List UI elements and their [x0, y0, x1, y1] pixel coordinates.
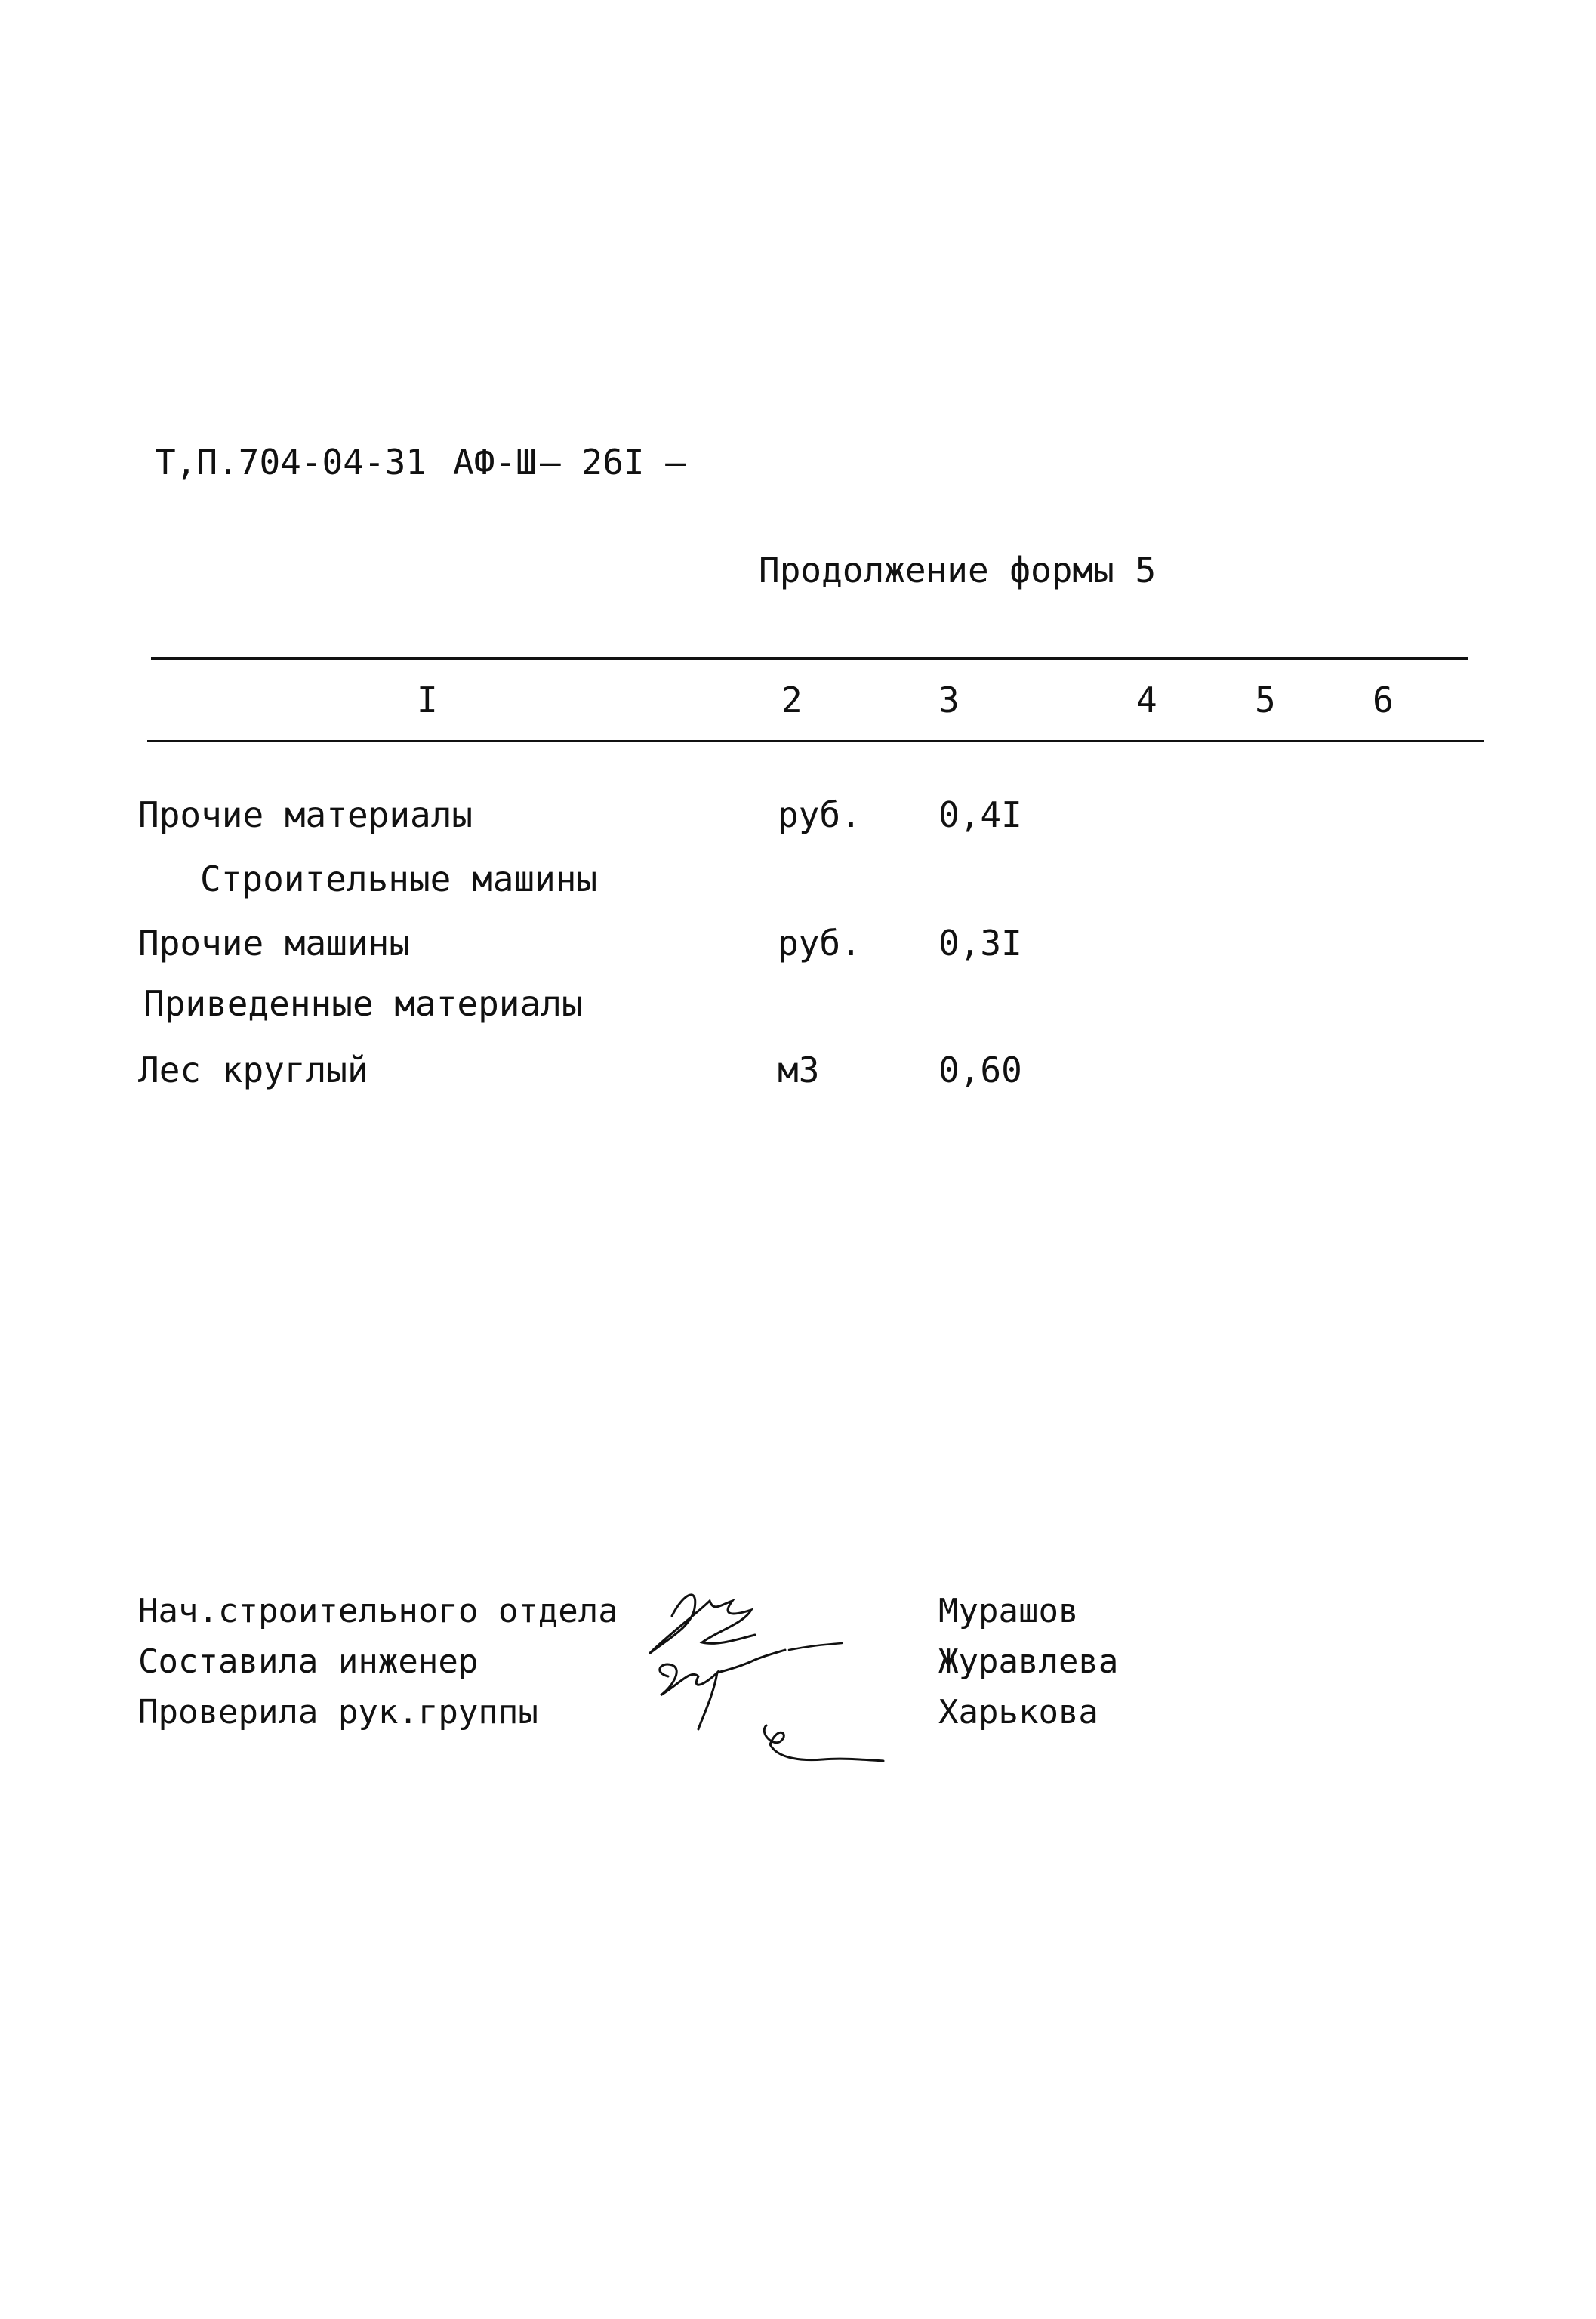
row-value: 0,60	[938, 1050, 1022, 1090]
row-name: Лес круглый	[138, 1050, 368, 1090]
row-unit: руб.	[778, 794, 861, 835]
column-header-3: 3	[938, 680, 960, 720]
section-heading: Строительные машины	[200, 859, 598, 899]
column-header-2: 2	[781, 680, 803, 720]
signature-role: Нач.строительного отдела	[138, 1592, 618, 1630]
row-name: Прочие машины	[138, 923, 411, 964]
signatory-name: Мурашов	[938, 1592, 1079, 1630]
form-title: Продолжение формы 5	[759, 550, 1157, 591]
row-unit: руб.	[778, 923, 861, 964]
signatory-name: Журавлева	[938, 1642, 1119, 1681]
page-number: — 26I —	[540, 442, 686, 483]
column-header-5: 5	[1255, 680, 1276, 720]
row-value: 0,3I	[938, 923, 1022, 964]
row-name: Прочие материалы	[138, 794, 473, 835]
column-header-1: I	[417, 680, 438, 720]
row-unit: м3	[778, 1050, 820, 1090]
signature-role: Составила инженер	[138, 1642, 479, 1681]
signature-scribbles	[627, 1571, 914, 1767]
table-top-rule	[151, 657, 1468, 660]
handwritten-signatures	[627, 1571, 914, 1767]
signatory-name: Харькова	[938, 1693, 1098, 1732]
table-header-bottom-rule	[147, 740, 1484, 742]
column-header-6: 6	[1373, 680, 1394, 720]
row-value: 0,4I	[938, 794, 1022, 835]
document-code: Т,П.704-04-31	[155, 442, 427, 483]
column-header-4: 4	[1136, 680, 1157, 720]
signature-role: Проверила рук.группы	[138, 1693, 538, 1732]
section-heading: Приведенные материалы	[143, 983, 583, 1024]
sheet-code: АФ-Ш	[453, 442, 537, 483]
